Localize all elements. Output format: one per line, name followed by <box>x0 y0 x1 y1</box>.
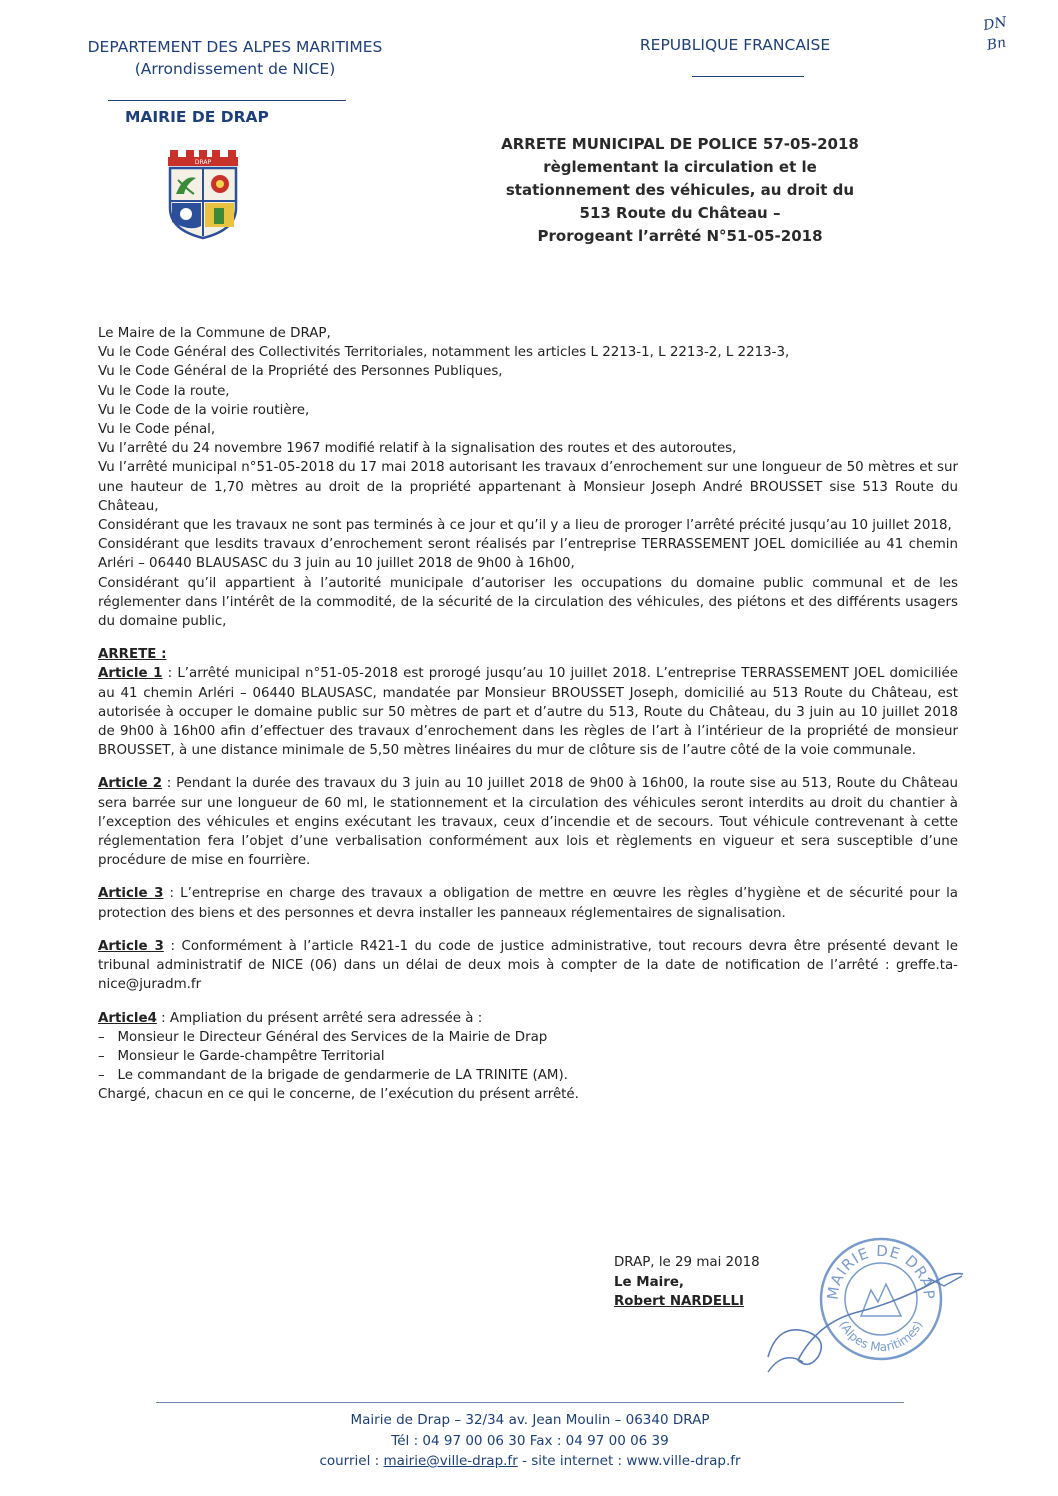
distribution-item: – Le commandant de la brigade de gendarmerie de LA TRINITE (AM). <box>98 1068 568 1084</box>
header-left-rule <box>108 100 346 101</box>
crest-label: DRAP <box>194 159 212 166</box>
drap-crest-logo <box>164 146 242 240</box>
article-4: Article4 : Ampliation du présent arrêté sera adressée à : <box>98 1010 483 1026</box>
svg-text:(Alpes Maritimes): (Alpes Maritimes) <box>836 1318 926 1355</box>
arrondissement: (Arrondissement de NICE) <box>134 60 336 78</box>
closing-line: Chargé, chacun en ce qui le concerne, de l’exécution du présent arrêté. <box>98 1087 579 1103</box>
distribution-item: – Monsieur le Garde-champêtre Territorial <box>98 1048 385 1064</box>
preamble-line: Vu le Code pénal, <box>98 422 216 438</box>
preamble-line: Considérant qu’il appartient à l’autorité municipale d’autoriser les occupations du domaine public communal et de les réglementer dans l’intérêt de la commodité, de la sécurité de la circulation des véhicules, des piétons et des différents usagers du domaine public, <box>98 575 958 630</box>
mayor-name: Robert NARDELLI <box>614 1294 745 1309</box>
preamble-line: Vu l’arrêté du 24 novembre 1967 modifié relatif à la signalisation des routes et des autoroutes, <box>98 441 737 457</box>
mairie-name: MAIRIE DE DRAP <box>125 108 269 126</box>
preamble-line: Le Maire de la Commune de DRAP, <box>98 326 331 341</box>
preamble-line: Considérant que les travaux ne sont pas terminés à ce jour et qu’il y a lieu de proroger l’arrêté précité jusqu’au 10 juillet 2018, <box>98 518 952 534</box>
decree-body <box>98 324 958 1105</box>
svg-text:MAIRIE DE DRAP: MAIRIE DE DRAP <box>823 1241 939 1301</box>
header-right-rule <box>692 76 804 77</box>
decree-title: ARRETE MUNICIPAL DE POLICE 57-05-2018 règlementant la circulation et le stationnement des véhicules, au droit du 513 Route du Château – Prorogeant l’arrêté N°51-05-2018 <box>501 135 859 245</box>
republic-title: REPUBLIQUE FRANCAISE <box>639 36 831 54</box>
article-2: Article 2 : Pendant la durée des travaux du 3 juin au 10 juillet 2018 de 9h00 à 16h00, la route sise au 513, Route du Château sera barrée sur une longueur de 60 ml, le stationnement et la circulation des véhicules seront interdits au droit du chantier à l’exception des véhicules et engins exécutant les travaux, ceux d’incendie et de secours. Tout véhicule contrevenant à cette réglementation fera l’objet d’une verbalisation conformément aux lois et règlements en vigueur et sera susceptible d’une procédure de mise en fourrière. <box>98 776 959 869</box>
footer <box>190 1410 870 1472</box>
email-link[interactable]: mairie@ville-drap.fr <box>383 1453 518 1469</box>
header-left <box>40 36 430 80</box>
preamble-line: Vu le Code la route, <box>98 383 230 399</box>
article-3: Article 3 : L’entreprise en charge des travaux a obligation de mettre en œuvre les règles d’hygiène et de sécurité pour la protection des biens et des personnes et devra installer les panneaux réglementaires de signalisation. <box>98 886 958 921</box>
preamble <box>98 324 958 631</box>
department-name: DEPARTEMENT DES ALPES MARITIMES <box>87 38 383 56</box>
mayor-role: Le Maire, <box>614 1274 685 1290</box>
preamble-line: Vu le Code Général de la Propriété des Personnes Publiques, <box>98 364 503 380</box>
preamble-line: Vu le Code de la voirie routière, <box>98 402 310 418</box>
preamble-line: Vu le Code Général des Collectivités Territoriales, notamment les articles L 2213-1, L 2213-2, L 2213-3, <box>98 345 790 361</box>
signature-block <box>614 1253 760 1312</box>
preamble-line: Considérant que lesdits travaux d’enrochement seront réalisés par l’entreprise TERRASSEMENT JOEL domiciliée au 41 chemin Arléri – 06440 BLAUSASC du 3 juin au 10 juillet 2018 de 9h00 à 16h00, <box>98 537 958 572</box>
place-date: DRAP, le 29 mai 2018 <box>614 1255 760 1270</box>
article-1: Article 1 : L’arrêté municipal n°51-05-2018 est prorogé jusqu’au 10 juillet 2018. L’entreprise TERRASSEMENT JOEL domiciliée au 41 chemin Arléri – 06440 BLAUSASC, mandatée par Monsieur BROUSSET Joseph, domicilié au 513 Route du Château, est autorisée à occuper le domaine public sur 50 mètres de part et d’autre du 513, Route du Château, du 3 juin au 10 juillet 2018 de 9h00 à 16h00 afin d’effectuer des travaux d’enrochement dans les règles de l’art à l’intérieur de la propriété de monsieur BROUSSET, à une distance minimale de 5,50 mètres linéaires du mur de clôture sis de l’autre côté de la voie communale. <box>98 666 959 759</box>
article-3-bis: Article 3 : Conformément à l’article R421-1 du code de justice administrative, tout recours devra être présenté devant le tribunal administratif de NICE (06) dans un délai de deux mois à compter de la date de notification de l’arrêté : greffe.ta-nice@juradm.fr <box>98 938 959 993</box>
arrete-heading: ARRETE : <box>98 647 167 663</box>
footer-phone: Tél : 04 97 00 06 30 Fax : 04 97 00 06 39 <box>391 1432 669 1449</box>
footer-address: Mairie de Drap – 32/34 av. Jean Moulin – 06340 DRAP <box>350 1412 710 1428</box>
handwritten-signature <box>748 1262 998 1382</box>
preamble-line: Vu l’arrêté municipal n°51-05-2018 du 17 mai 2018 autorisant les travaux d’enrochement sur une longueur de 50 mètres et sur une hauteur de 1,70 mètres au droit de la propriété appartenant à Monsieur Joseph André BROUSSET sise 513 Route du Château, <box>98 460 958 514</box>
footer-contact: courriel : mairie@ville-drap.fr - site internet : www.ville-drap.fr <box>319 1453 741 1469</box>
distribution-item: – Monsieur le Directeur Général des Services de la Mairie de Drap <box>98 1029 548 1045</box>
footer-rule <box>156 1402 904 1403</box>
handwritten-initials: DN Bn <box>982 14 1008 54</box>
